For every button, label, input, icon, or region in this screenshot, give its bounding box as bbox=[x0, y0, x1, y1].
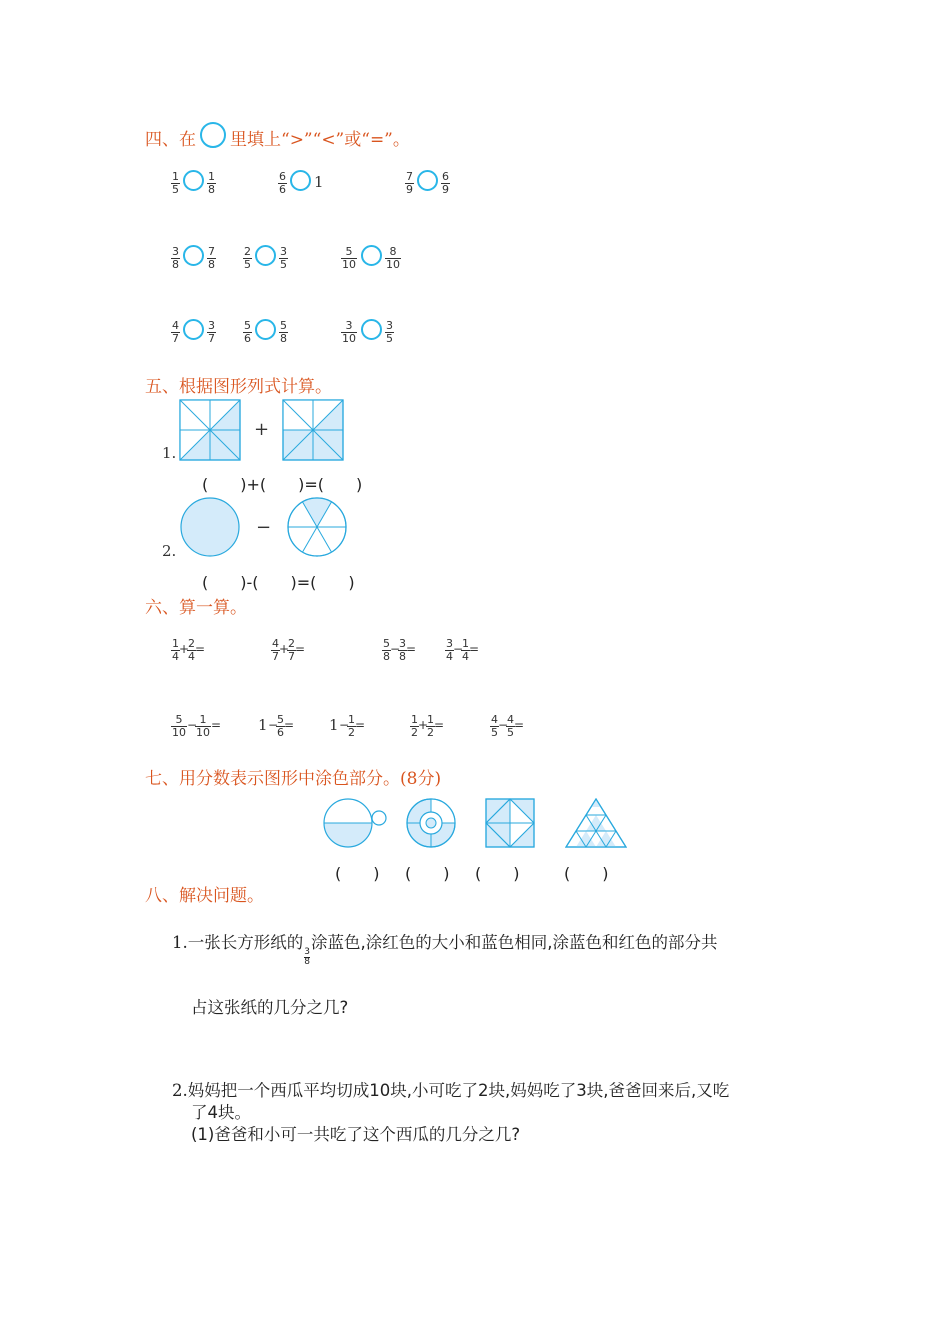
inline-fraction: $\frac{3}{8}$ bbox=[304, 947, 310, 967]
square-figure-2 bbox=[283, 400, 343, 460]
whole-number: 1 bbox=[314, 173, 324, 191]
compare-circle[interactable] bbox=[255, 245, 276, 266]
fraction-b: $\frac{2}{4}$ bbox=[188, 637, 195, 663]
fraction-left: $\frac{7}{9}$ bbox=[406, 170, 413, 196]
fraction-right: $\frac{6}{9}$ bbox=[442, 170, 449, 196]
fraction-right: $\frac{5}{8}$ bbox=[280, 319, 287, 345]
minus-sign: − bbox=[256, 517, 272, 538]
item2-label: 2. bbox=[162, 542, 177, 560]
compare-circle[interactable] bbox=[183, 319, 204, 340]
compare-circle[interactable] bbox=[183, 245, 204, 266]
fraction-b: $\frac{3}{8}$ bbox=[399, 637, 406, 663]
question-1-number: 1. bbox=[172, 933, 188, 952]
fraction-b: $\frac{4}{5}$ bbox=[507, 713, 514, 739]
circle-figure-sixths bbox=[288, 498, 346, 556]
operator: − bbox=[187, 718, 198, 732]
equals-sign: = bbox=[211, 718, 222, 732]
fraction-left: $\frac{1}{5}$ bbox=[172, 170, 179, 196]
fraction-b: $\frac{1}{10}$ bbox=[196, 713, 210, 739]
compare-circle[interactable] bbox=[183, 170, 204, 191]
question-1-line-1: 1.一张长方形纸的 $\frac{3}{8}$ 涂蓝色,涂红色的大小和蓝色相同,涂蓝色和红色的部分共 bbox=[172, 933, 718, 967]
fraction-a: $\frac{4}{7}$ bbox=[272, 637, 279, 663]
equals-sign: = bbox=[284, 718, 295, 732]
item1-answer-blank[interactable]: ( )+( )=( ) bbox=[202, 475, 363, 494]
operator: + bbox=[418, 718, 429, 732]
plus-sign: + bbox=[254, 419, 270, 440]
diamond-square-figure bbox=[486, 799, 534, 847]
compare-circle[interactable] bbox=[417, 170, 438, 191]
whole-number: 1 bbox=[258, 716, 268, 734]
item1-label: 1. bbox=[162, 444, 177, 462]
figure-answer-1[interactable]: ( ) bbox=[335, 864, 380, 883]
fraction-a: $\frac{3}{4}$ bbox=[446, 637, 453, 663]
fraction-left: $\frac{5}{6}$ bbox=[244, 319, 251, 345]
question-2-subquestion-1: (1)爸爸和小可一共吃了这个西瓜的几分之几? bbox=[191, 1125, 521, 1144]
section8-title: 八、解决问题。 bbox=[145, 886, 264, 906]
fraction-b: $\frac{1}{2}$ bbox=[348, 713, 355, 739]
fraction-a: $\frac{4}{5}$ bbox=[491, 713, 498, 739]
whole-number: 1 bbox=[329, 716, 339, 734]
fraction-a: $\frac{5}{8}$ bbox=[383, 637, 390, 663]
half-circle-figure bbox=[324, 799, 386, 847]
equals-sign: = bbox=[469, 642, 480, 656]
figure-answer-4[interactable]: ( ) bbox=[564, 864, 609, 883]
fraction-right: $\frac{7}{8}$ bbox=[208, 245, 215, 271]
fraction-b: $\frac{1}{2}$ bbox=[427, 713, 434, 739]
compare-circle[interactable] bbox=[361, 245, 382, 266]
question-2-number: 2. bbox=[172, 1081, 188, 1100]
square-figure-1 bbox=[180, 400, 240, 460]
operator: − bbox=[498, 718, 509, 732]
fraction-a: $\frac{1}{4}$ bbox=[172, 637, 179, 663]
fraction-left: $\frac{3}{8}$ bbox=[172, 245, 179, 271]
fraction-left: $\frac{4}{7}$ bbox=[172, 319, 179, 345]
fraction-b: $\frac{1}{4}$ bbox=[462, 637, 469, 663]
fraction-a: $\frac{5}{10}$ bbox=[172, 713, 186, 739]
compare-circle[interactable] bbox=[255, 319, 276, 340]
operator: − bbox=[390, 642, 401, 656]
fraction-left: $\frac{5}{10}$ bbox=[342, 245, 356, 271]
circle-icon bbox=[200, 122, 226, 148]
figure-answer-3[interactable]: ( ) bbox=[475, 864, 520, 883]
section7-title: 七、用分数表示图形中涂色部分。(8分) bbox=[145, 769, 442, 789]
question-1-line-2: 占这张纸的几分之几? bbox=[191, 998, 349, 1017]
ring-figure bbox=[407, 799, 455, 847]
section4-title: 四、在 里填上“>”“<”或“=”。 bbox=[145, 122, 410, 150]
equals-sign: = bbox=[355, 718, 366, 732]
triangle-figure bbox=[566, 799, 626, 847]
fraction-right: $\frac{3}{7}$ bbox=[208, 319, 215, 345]
fraction-left: $\frac{2}{5}$ bbox=[244, 245, 251, 271]
operator: − bbox=[268, 718, 279, 732]
item2-answer-blank[interactable]: ( )-( )=( ) bbox=[202, 573, 355, 592]
equals-sign: = bbox=[514, 718, 525, 732]
equals-sign: = bbox=[195, 642, 206, 656]
section5-title: 五、根据图形列式计算。 bbox=[145, 377, 332, 397]
equals-sign: = bbox=[406, 642, 417, 656]
fraction-b: $\frac{2}{7}$ bbox=[288, 637, 295, 663]
question-2-line-2: 了4块。 bbox=[191, 1103, 251, 1122]
operator: + bbox=[179, 642, 190, 656]
equals-sign: = bbox=[295, 642, 306, 656]
section7-figures bbox=[320, 795, 640, 855]
fraction-left: $\frac{6}{6}$ bbox=[279, 170, 286, 196]
fraction-a: $\frac{1}{2}$ bbox=[411, 713, 418, 739]
question-2-line-1: 2.妈妈把一个西瓜平均切成10块,小可吃了2块,妈妈吃了3块,爸爸回来后,又吃 bbox=[172, 1081, 730, 1100]
equals-sign: = bbox=[434, 718, 445, 732]
fraction-right: $\frac{8}{10}$ bbox=[386, 245, 400, 271]
operator: − bbox=[453, 642, 464, 656]
section6-title: 六、算一算。 bbox=[145, 598, 247, 618]
operator: − bbox=[339, 718, 350, 732]
fraction-b: $\frac{5}{6}$ bbox=[277, 713, 284, 739]
compare-circle[interactable] bbox=[290, 170, 311, 191]
fraction-right: $\frac{3}{5}$ bbox=[280, 245, 287, 271]
compare-circle[interactable] bbox=[361, 319, 382, 340]
fraction-left: $\frac{3}{10}$ bbox=[342, 319, 356, 345]
figure-answer-2[interactable]: ( ) bbox=[405, 864, 450, 883]
fraction-right: $\frac{3}{5}$ bbox=[386, 319, 393, 345]
fraction-right: $\frac{1}{8}$ bbox=[208, 170, 215, 196]
operator: + bbox=[279, 642, 290, 656]
circle-figure-full bbox=[181, 498, 239, 556]
